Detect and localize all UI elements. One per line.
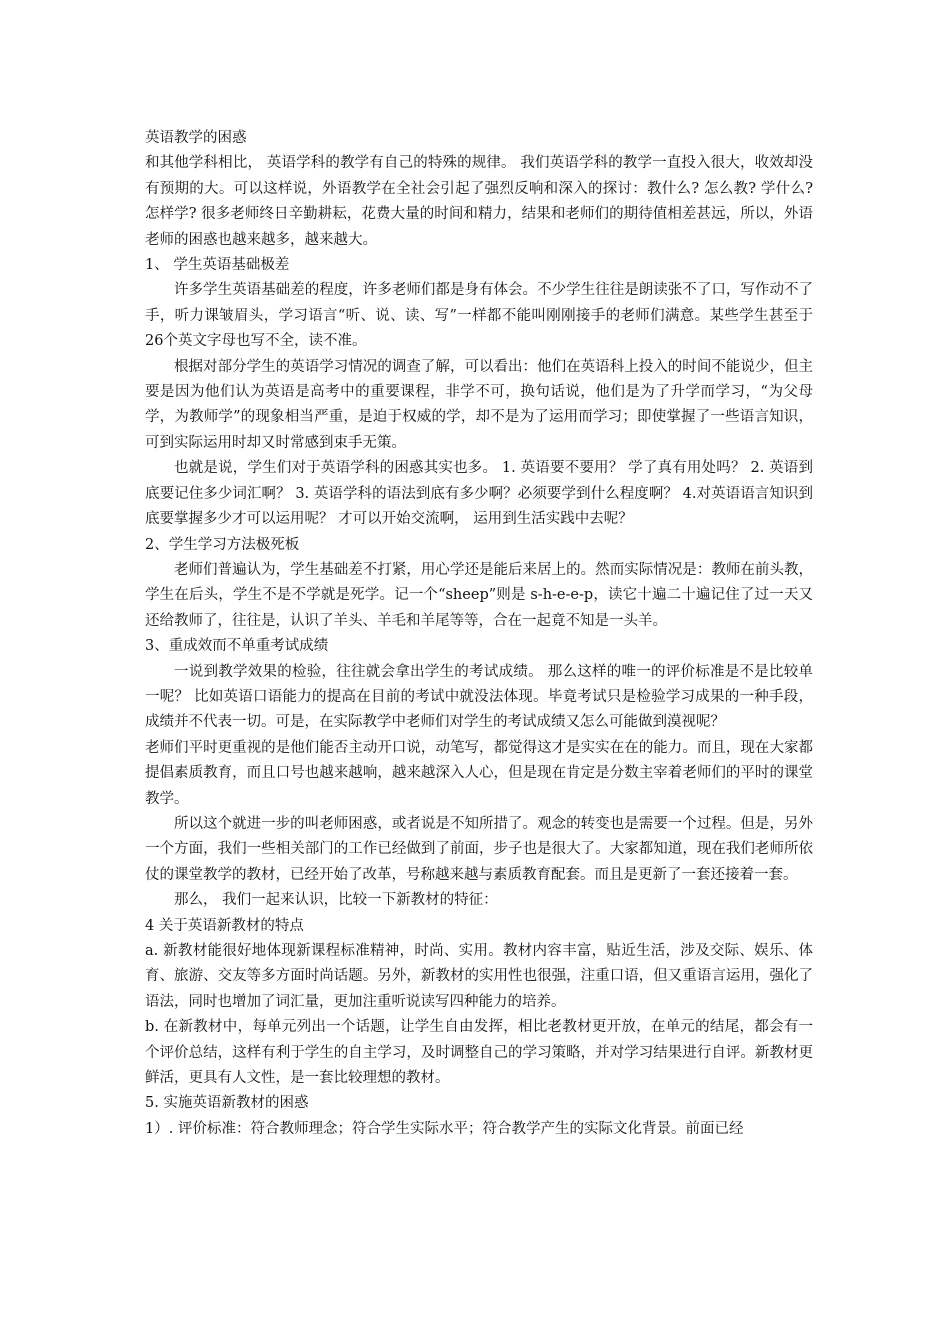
paragraph: 许多学生英语基础差的程度，许多老师们都是身有体会。不少学生往往是朗读张不了口，写作动不了手，听力课皱眉头，学习语言“听、说、读、写”一样都不能叫刚刚接手的老师们满意。某些学生甚至于26个英文字母也写不全，读不准。 bbox=[145, 282, 813, 350]
section-heading: 2、学生学习方法极死板 bbox=[145, 536, 300, 553]
paragraph: 1）. 评价标准：符合教师理念；符合学生实际水平；符合教学产生的实际文化背景。前面已经 bbox=[145, 1120, 744, 1137]
document-title: 英语教学的困惑 bbox=[145, 130, 247, 146]
document-page bbox=[145, 126, 813, 1142]
paragraph: 根据对部分学生的英语学习情况的调查了解，可以看出：他们在英语科上投入的时间不能说少，但主要是因为他们认为英语是高考中的重要课程，非学不可，换句话说，他们是为了升学而学习，“为父母学，为教师学”的现象相当严重，是迫于权威的学，却不是为了运用而学习；即使掌握了一些语言知识，可到实际运用时却又时常感到束手无策。 bbox=[145, 358, 813, 451]
document-body bbox=[145, 151, 813, 1142]
paragraph: a. 新教材能很好地体现新课程标准精神，时尚、实用。教材内容丰富，贴近生活，涉及交际、娱乐、体育、旅游、交友等多方面时尚话题。另外，新教材的实用性也很强，注重口语，但又重语言运用，强化了语法，同时也增加了词汇量，更加注重听说读写四种能力的培养。 bbox=[145, 943, 813, 1010]
paragraph: 一说到教学效果的检验，往往就会拿出学生的考试成绩。 那么这样的唯一的评价标准是不是比较单一呢？ 比如英语口语能力的提高在目前的考试中就没法体现。毕竟考试只是检验学习成果的一种手段，成绩并不代表一切。可是，在实际教学中老师们对学生的考试成绩又怎么可能做到漠视呢？ bbox=[145, 663, 813, 731]
paragraph: 也就是说，学生们对于英语学科的困惑其实也多。 1. 英语要不要用？ 学了真有用处吗？ 2. 英语到底要记住多少词汇啊？ 3. 英语学科的语法到底有多少啊？必须要学到什么程度啊？ 4.对英语语言知识到底要掌握多少才可以运用呢？ 才可以开始交流啊， 运用到生活实践中去呢？ bbox=[145, 460, 813, 528]
paragraph: 那么， 我们一起来认识，比较一下新教材的特征： bbox=[174, 892, 498, 909]
paragraph: 老师们平时更重视的是他们能否主动开口说，动笔写，都觉得这才是实实在在的能力。而且，现在大家都提倡素质教育，而且口号也越来越响，越来越深入人心，但是现在肯定是分数主宰着老师们的平时的课堂教学。 bbox=[145, 739, 813, 807]
paragraph: 所以这个就进一步的叫老师困惑，或者说是不知所措了。观念的转变也是需要一个过程。但是，另外一个方面，我们一些相关部门的工作已经做到了前面，步子也是很大了。大家都知道，现在我们老师所依仗的课堂教学的教材，已经开始了改革，号称越来越与素质教育配套。而且是更新了一套还接着一套。 bbox=[145, 815, 813, 883]
section-heading: 1、 学生英语基础极差 bbox=[145, 257, 290, 274]
section-heading: 4 关于英语新教材的特点 bbox=[145, 917, 304, 934]
section-heading: 5. 实施英语新教材的困惑 bbox=[145, 1095, 309, 1112]
section-heading: 3、重成效而不单重考试成绩 bbox=[145, 638, 329, 655]
paragraph: 老师们普遍认为，学生基础差不打紧，用心学还是能后来居上的。然而实际情况是：教师在前头教，学生在后头，学生不是不学就是死学。记一个“sheep”则是 s-h-e-e-p，读它十遍二十遍记住了过一天又还给教师了，往往是，认识了羊头、羊毛和羊尾等等，合在一起竟不知是一头羊。 bbox=[145, 561, 813, 629]
paragraph: 和其他学科相比， 英语学科的教学有自己的特殊的规律。 我们英语学科的教学一直投入很大，收效却没有预期的大。可以这样说，外语教学在全社会引起了强烈反响和深入的探讨：教什么? 怎么教? 学什么? 怎样学? 很多老师终日辛勤耕耘，花费大量的时间和精力，结果和老师们的期待值相差甚远，所以，外语老师的困惑也越来越多，越来越大。 bbox=[145, 155, 813, 248]
paragraph: b. 在新教材中，每单元列出一个话题，让学生自由发挥，相比老教材更开放，在单元的结尾，都会有一个评价总结，这样有利于学生的自主学习，及时调整自己的学习策略，并对学习结果进行自评。新教材更鲜活，更具有人文性，是一套比较理想的教材。 bbox=[145, 1019, 813, 1087]
